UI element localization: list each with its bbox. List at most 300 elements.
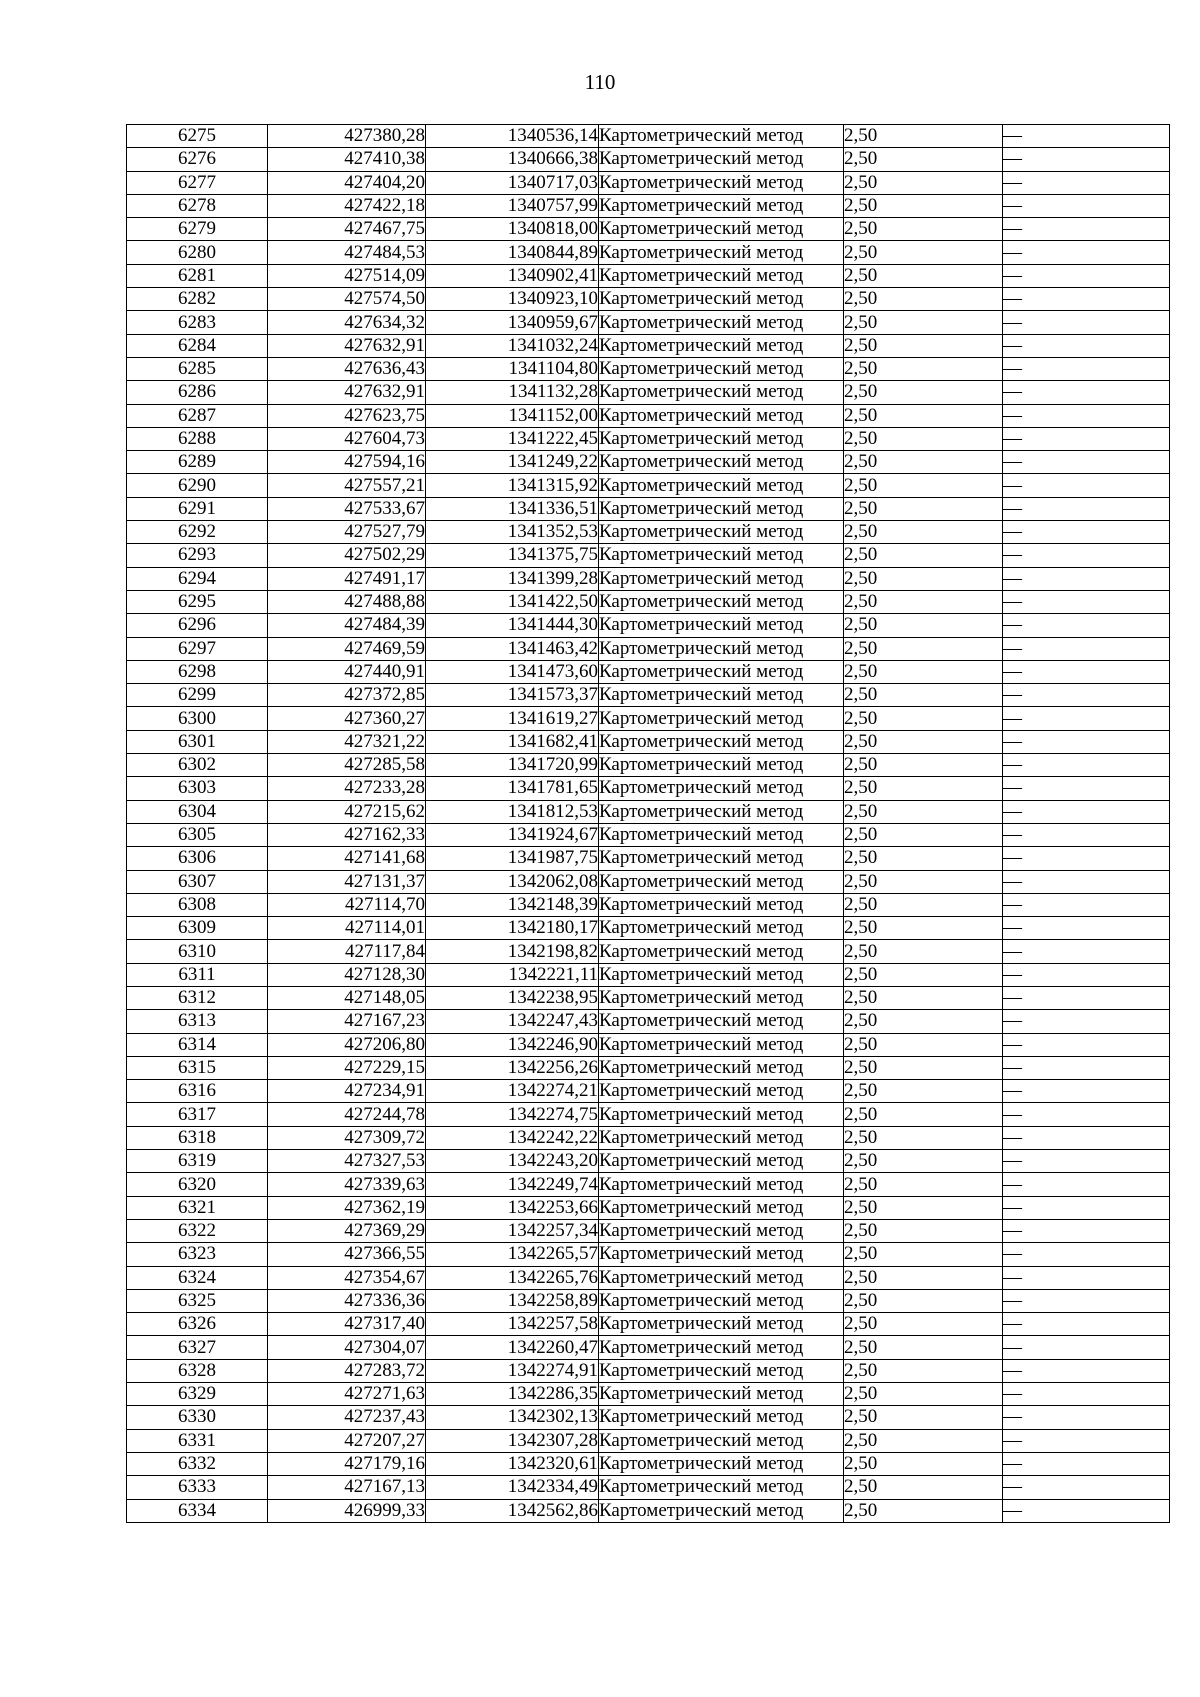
x-coordinate-cell: 427362,19 <box>268 1196 426 1219</box>
note-cell: — <box>1003 1126 1170 1149</box>
point-number-cell: 6328 <box>127 1359 268 1382</box>
method-cell: Картометрический метод <box>599 1383 844 1406</box>
error-cell: 2,50 <box>844 1150 1003 1173</box>
point-number-cell: 6281 <box>127 264 268 287</box>
y-coordinate-cell: 1340717,03 <box>426 171 599 194</box>
note-cell: — <box>1003 544 1170 567</box>
method-cell: Картометрический метод <box>599 1336 844 1359</box>
note-cell: — <box>1003 614 1170 637</box>
note-cell: — <box>1003 1289 1170 1312</box>
table-row <box>127 1033 1170 1056</box>
x-coordinate-cell: 427167,23 <box>268 1010 426 1033</box>
y-coordinate-cell: 1340536,14 <box>426 125 599 148</box>
point-number-cell: 6308 <box>127 893 268 916</box>
table-row <box>127 1383 1170 1406</box>
x-coordinate-cell: 427469,59 <box>268 637 426 660</box>
table-row <box>127 917 1170 940</box>
method-cell: Картометрический метод <box>599 684 844 707</box>
point-number-cell: 6285 <box>127 357 268 380</box>
error-cell: 2,50 <box>844 264 1003 287</box>
table-row <box>127 1499 1170 1522</box>
point-number-cell: 6318 <box>127 1126 268 1149</box>
y-coordinate-cell: 1342274,91 <box>426 1359 599 1382</box>
method-cell: Картометрический метод <box>599 1080 844 1103</box>
note-cell: — <box>1003 1033 1170 1056</box>
table-row <box>127 311 1170 334</box>
y-coordinate-cell: 1341473,60 <box>426 660 599 683</box>
note-cell: — <box>1003 1406 1170 1429</box>
table-row <box>127 194 1170 217</box>
note-cell: — <box>1003 288 1170 311</box>
error-cell: 2,50 <box>844 567 1003 590</box>
table-row <box>127 404 1170 427</box>
method-cell: Картометрический метод <box>599 1219 844 1242</box>
method-cell: Картометрический метод <box>599 381 844 404</box>
y-coordinate-cell: 1341399,28 <box>426 567 599 590</box>
point-number-cell: 6319 <box>127 1150 268 1173</box>
table-row <box>127 544 1170 567</box>
x-coordinate-cell: 427533,67 <box>268 497 426 520</box>
table-row <box>127 148 1170 171</box>
note-cell: — <box>1003 334 1170 357</box>
method-cell: Картометрический метод <box>599 777 844 800</box>
point-number-cell: 6293 <box>127 544 268 567</box>
error-cell: 2,50 <box>844 847 1003 870</box>
note-cell: — <box>1003 1359 1170 1382</box>
note-cell: — <box>1003 194 1170 217</box>
table-row <box>127 1266 1170 1289</box>
note-cell: — <box>1003 637 1170 660</box>
method-cell: Картометрический метод <box>599 870 844 893</box>
y-coordinate-cell: 1342062,08 <box>426 870 599 893</box>
method-cell: Картометрический метод <box>599 1359 844 1382</box>
coordinates-table-body <box>127 125 1170 1523</box>
y-coordinate-cell: 1342307,28 <box>426 1429 599 1452</box>
note-cell: — <box>1003 823 1170 846</box>
error-cell: 2,50 <box>844 357 1003 380</box>
y-coordinate-cell: 1341619,27 <box>426 707 599 730</box>
method-cell: Картометрический метод <box>599 917 844 940</box>
point-number-cell: 6282 <box>127 288 268 311</box>
point-number-cell: 6304 <box>127 800 268 823</box>
error-cell: 2,50 <box>844 1383 1003 1406</box>
x-coordinate-cell: 427244,78 <box>268 1103 426 1126</box>
y-coordinate-cell: 1341812,53 <box>426 800 599 823</box>
x-coordinate-cell: 427237,43 <box>268 1406 426 1429</box>
error-cell: 2,50 <box>844 171 1003 194</box>
note-cell: — <box>1003 1173 1170 1196</box>
x-coordinate-cell: 427271,63 <box>268 1383 426 1406</box>
table-row <box>127 707 1170 730</box>
note-cell: — <box>1003 171 1170 194</box>
x-coordinate-cell: 427484,39 <box>268 614 426 637</box>
error-cell: 2,50 <box>844 125 1003 148</box>
table-row <box>127 1406 1170 1429</box>
table-row <box>127 474 1170 497</box>
method-cell: Картометрический метод <box>599 427 844 450</box>
point-number-cell: 6291 <box>127 497 268 520</box>
note-cell: — <box>1003 381 1170 404</box>
error-cell: 2,50 <box>844 1103 1003 1126</box>
table-row <box>127 218 1170 241</box>
y-coordinate-cell: 1341987,75 <box>426 847 599 870</box>
x-coordinate-cell: 427327,53 <box>268 1150 426 1173</box>
y-coordinate-cell: 1342274,75 <box>426 1103 599 1126</box>
point-number-cell: 6307 <box>127 870 268 893</box>
method-cell: Картометрический метод <box>599 637 844 660</box>
note-cell: — <box>1003 590 1170 613</box>
point-number-cell: 6296 <box>127 614 268 637</box>
method-cell: Картометрический метод <box>599 1406 844 1429</box>
error-cell: 2,50 <box>844 194 1003 217</box>
point-number-cell: 6306 <box>127 847 268 870</box>
method-cell: Картометрический метод <box>599 544 844 567</box>
point-number-cell: 6327 <box>127 1336 268 1359</box>
y-coordinate-cell: 1340666,38 <box>426 148 599 171</box>
point-number-cell: 6329 <box>127 1383 268 1406</box>
method-cell: Картометрический метод <box>599 288 844 311</box>
point-number-cell: 6277 <box>127 171 268 194</box>
error-cell: 2,50 <box>844 1056 1003 1079</box>
table-row <box>127 1103 1170 1126</box>
note-cell: — <box>1003 1266 1170 1289</box>
table-row <box>127 1359 1170 1382</box>
note-cell: — <box>1003 1056 1170 1079</box>
note-cell: — <box>1003 754 1170 777</box>
y-coordinate-cell: 1341463,42 <box>426 637 599 660</box>
x-coordinate-cell: 427354,67 <box>268 1266 426 1289</box>
note-cell: — <box>1003 357 1170 380</box>
method-cell: Картометрический метод <box>599 940 844 963</box>
y-coordinate-cell: 1342265,76 <box>426 1266 599 1289</box>
method-cell: Картометрический метод <box>599 1126 844 1149</box>
table-row <box>127 521 1170 544</box>
error-cell: 2,50 <box>844 1289 1003 1312</box>
x-coordinate-cell: 427229,15 <box>268 1056 426 1079</box>
error-cell: 2,50 <box>844 637 1003 660</box>
point-number-cell: 6300 <box>127 707 268 730</box>
error-cell: 2,50 <box>844 777 1003 800</box>
x-coordinate-cell: 427114,01 <box>268 917 426 940</box>
point-number-cell: 6301 <box>127 730 268 753</box>
y-coordinate-cell: 1342286,35 <box>426 1383 599 1406</box>
y-coordinate-cell: 1342180,17 <box>426 917 599 940</box>
note-cell: — <box>1003 660 1170 683</box>
point-number-cell: 6317 <box>127 1103 268 1126</box>
x-coordinate-cell: 427360,27 <box>268 707 426 730</box>
x-coordinate-cell: 427632,91 <box>268 334 426 357</box>
method-cell: Картометрический метод <box>599 754 844 777</box>
x-coordinate-cell: 427179,16 <box>268 1452 426 1475</box>
table-row <box>127 730 1170 753</box>
x-coordinate-cell: 427234,91 <box>268 1080 426 1103</box>
note-cell: — <box>1003 1499 1170 1522</box>
note-cell: — <box>1003 870 1170 893</box>
method-cell: Картометрический метод <box>599 823 844 846</box>
y-coordinate-cell: 1342274,21 <box>426 1080 599 1103</box>
x-coordinate-cell: 427215,62 <box>268 800 426 823</box>
x-coordinate-cell: 427557,21 <box>268 474 426 497</box>
error-cell: 2,50 <box>844 288 1003 311</box>
point-number-cell: 6326 <box>127 1313 268 1336</box>
error-cell: 2,50 <box>844 1243 1003 1266</box>
method-cell: Картометрический метод <box>599 963 844 986</box>
table-row <box>127 1126 1170 1149</box>
table-row <box>127 1313 1170 1336</box>
y-coordinate-cell: 1342260,47 <box>426 1336 599 1359</box>
note-cell: — <box>1003 986 1170 1009</box>
y-coordinate-cell: 1341422,50 <box>426 590 599 613</box>
point-number-cell: 6312 <box>127 986 268 1009</box>
y-coordinate-cell: 1341249,22 <box>426 451 599 474</box>
y-coordinate-cell: 1342265,57 <box>426 1243 599 1266</box>
table-row <box>127 777 1170 800</box>
point-number-cell: 6323 <box>127 1243 268 1266</box>
method-cell: Картометрический метод <box>599 404 844 427</box>
note-cell: — <box>1003 404 1170 427</box>
x-coordinate-cell: 427404,20 <box>268 171 426 194</box>
x-coordinate-cell: 427574,50 <box>268 288 426 311</box>
table-row <box>127 1429 1170 1452</box>
note-cell: — <box>1003 893 1170 916</box>
error-cell: 2,50 <box>844 218 1003 241</box>
point-number-cell: 6276 <box>127 148 268 171</box>
point-number-cell: 6315 <box>127 1056 268 1079</box>
note-cell: — <box>1003 1080 1170 1103</box>
y-coordinate-cell: 1341352,53 <box>426 521 599 544</box>
point-number-cell: 6295 <box>127 590 268 613</box>
table-row <box>127 800 1170 823</box>
y-coordinate-cell: 1342238,95 <box>426 986 599 1009</box>
table-row <box>127 264 1170 287</box>
note-cell: — <box>1003 1336 1170 1359</box>
note-cell: — <box>1003 497 1170 520</box>
y-coordinate-cell: 1342257,58 <box>426 1313 599 1336</box>
table-row <box>127 614 1170 637</box>
coordinates-table <box>126 124 1170 1523</box>
error-cell: 2,50 <box>844 800 1003 823</box>
error-cell: 2,50 <box>844 1173 1003 1196</box>
method-cell: Картометрический метод <box>599 707 844 730</box>
note-cell: — <box>1003 917 1170 940</box>
method-cell: Картометрический метод <box>599 660 844 683</box>
note-cell: — <box>1003 777 1170 800</box>
y-coordinate-cell: 1342258,89 <box>426 1289 599 1312</box>
error-cell: 2,50 <box>844 1499 1003 1522</box>
error-cell: 2,50 <box>844 684 1003 707</box>
error-cell: 2,50 <box>844 986 1003 1009</box>
error-cell: 2,50 <box>844 1010 1003 1033</box>
x-coordinate-cell: 427162,33 <box>268 823 426 846</box>
table-row <box>127 1056 1170 1079</box>
method-cell: Картометрический метод <box>599 357 844 380</box>
x-coordinate-cell: 427128,30 <box>268 963 426 986</box>
note-cell: — <box>1003 684 1170 707</box>
method-cell: Картометрический метод <box>599 264 844 287</box>
method-cell: Картометрический метод <box>599 1010 844 1033</box>
point-number-cell: 6284 <box>127 334 268 357</box>
error-cell: 2,50 <box>844 148 1003 171</box>
y-coordinate-cell: 1341682,41 <box>426 730 599 753</box>
error-cell: 2,50 <box>844 1219 1003 1242</box>
y-coordinate-cell: 1342320,61 <box>426 1452 599 1475</box>
error-cell: 2,50 <box>844 1476 1003 1499</box>
note-cell: — <box>1003 800 1170 823</box>
error-cell: 2,50 <box>844 334 1003 357</box>
y-coordinate-cell: 1341781,65 <box>426 777 599 800</box>
table-row <box>127 1336 1170 1359</box>
point-number-cell: 6324 <box>127 1266 268 1289</box>
method-cell: Картометрический метод <box>599 1173 844 1196</box>
x-coordinate-cell: 427321,22 <box>268 730 426 753</box>
method-cell: Картометрический метод <box>599 1289 844 1312</box>
table-row <box>127 497 1170 520</box>
x-coordinate-cell: 427304,07 <box>268 1336 426 1359</box>
table-row <box>127 567 1170 590</box>
method-cell: Картометрический метод <box>599 1476 844 1499</box>
y-coordinate-cell: 1341573,37 <box>426 684 599 707</box>
error-cell: 2,50 <box>844 917 1003 940</box>
error-cell: 2,50 <box>844 241 1003 264</box>
method-cell: Картометрический метод <box>599 1243 844 1266</box>
table-row <box>127 963 1170 986</box>
x-coordinate-cell: 427372,85 <box>268 684 426 707</box>
error-cell: 2,50 <box>844 963 1003 986</box>
point-number-cell: 6310 <box>127 940 268 963</box>
table-row <box>127 1080 1170 1103</box>
y-coordinate-cell: 1340902,41 <box>426 264 599 287</box>
x-coordinate-cell: 427167,13 <box>268 1476 426 1499</box>
note-cell: — <box>1003 1313 1170 1336</box>
point-number-cell: 6333 <box>127 1476 268 1499</box>
error-cell: 2,50 <box>844 1196 1003 1219</box>
table-row <box>127 940 1170 963</box>
point-number-cell: 6298 <box>127 660 268 683</box>
table-row <box>127 288 1170 311</box>
method-cell: Картометрический метод <box>599 1313 844 1336</box>
method-cell: Картометрический метод <box>599 497 844 520</box>
x-coordinate-cell: 427141,68 <box>268 847 426 870</box>
y-coordinate-cell: 1340757,99 <box>426 194 599 217</box>
y-coordinate-cell: 1341032,24 <box>426 334 599 357</box>
note-cell: — <box>1003 567 1170 590</box>
note-cell: — <box>1003 1150 1170 1173</box>
point-number-cell: 6297 <box>127 637 268 660</box>
table-row <box>127 381 1170 404</box>
error-cell: 2,50 <box>844 451 1003 474</box>
error-cell: 2,50 <box>844 1313 1003 1336</box>
table-row <box>127 1219 1170 1242</box>
error-cell: 2,50 <box>844 427 1003 450</box>
error-cell: 2,50 <box>844 754 1003 777</box>
table-row <box>127 986 1170 1009</box>
error-cell: 2,50 <box>844 940 1003 963</box>
y-coordinate-cell: 1342221,11 <box>426 963 599 986</box>
y-coordinate-cell: 1341375,75 <box>426 544 599 567</box>
y-coordinate-cell: 1341132,28 <box>426 381 599 404</box>
table-row <box>127 1173 1170 1196</box>
error-cell: 2,50 <box>844 1126 1003 1149</box>
note-cell: — <box>1003 847 1170 870</box>
error-cell: 2,50 <box>844 730 1003 753</box>
x-coordinate-cell: 427131,37 <box>268 870 426 893</box>
error-cell: 2,50 <box>844 1406 1003 1429</box>
note-cell: — <box>1003 707 1170 730</box>
note-cell: — <box>1003 125 1170 148</box>
method-cell: Картометрический метод <box>599 148 844 171</box>
table-row <box>127 1476 1170 1499</box>
error-cell: 2,50 <box>844 823 1003 846</box>
method-cell: Картометрический метод <box>599 334 844 357</box>
table-row <box>127 870 1170 893</box>
x-coordinate-cell: 427636,43 <box>268 357 426 380</box>
table-row <box>127 357 1170 380</box>
point-number-cell: 6283 <box>127 311 268 334</box>
table-row <box>127 1452 1170 1475</box>
point-number-cell: 6332 <box>127 1452 268 1475</box>
x-coordinate-cell: 427369,29 <box>268 1219 426 1242</box>
table-row <box>127 660 1170 683</box>
point-number-cell: 6314 <box>127 1033 268 1056</box>
note-cell: — <box>1003 451 1170 474</box>
error-cell: 2,50 <box>844 1452 1003 1475</box>
table-row <box>127 823 1170 846</box>
y-coordinate-cell: 1341336,51 <box>426 497 599 520</box>
error-cell: 2,50 <box>844 381 1003 404</box>
x-coordinate-cell: 426999,33 <box>268 1499 426 1522</box>
x-coordinate-cell: 427634,32 <box>268 311 426 334</box>
point-number-cell: 6299 <box>127 684 268 707</box>
point-number-cell: 6305 <box>127 823 268 846</box>
error-cell: 2,50 <box>844 474 1003 497</box>
y-coordinate-cell: 1342246,90 <box>426 1033 599 1056</box>
note-cell: — <box>1003 148 1170 171</box>
method-cell: Картометрический метод <box>599 521 844 544</box>
method-cell: Картометрический метод <box>599 847 844 870</box>
error-cell: 2,50 <box>844 614 1003 637</box>
point-number-cell: 6331 <box>127 1429 268 1452</box>
x-coordinate-cell: 427206,80 <box>268 1033 426 1056</box>
note-cell: — <box>1003 1196 1170 1219</box>
error-cell: 2,50 <box>844 590 1003 613</box>
method-cell: Картометрический метод <box>599 800 844 823</box>
y-coordinate-cell: 1342302,13 <box>426 1406 599 1429</box>
method-cell: Картометрический метод <box>599 451 844 474</box>
note-cell: — <box>1003 730 1170 753</box>
y-coordinate-cell: 1341104,80 <box>426 357 599 380</box>
method-cell: Картометрический метод <box>599 1266 844 1289</box>
error-cell: 2,50 <box>844 1266 1003 1289</box>
point-number-cell: 6294 <box>127 567 268 590</box>
method-cell: Картометрический метод <box>599 1196 844 1219</box>
point-number-cell: 6288 <box>127 427 268 450</box>
point-number-cell: 6330 <box>127 1406 268 1429</box>
error-cell: 2,50 <box>844 1359 1003 1382</box>
note-cell: — <box>1003 218 1170 241</box>
method-cell: Картометрический метод <box>599 241 844 264</box>
error-cell: 2,50 <box>844 1429 1003 1452</box>
error-cell: 2,50 <box>844 521 1003 544</box>
point-number-cell: 6320 <box>127 1173 268 1196</box>
note-cell: — <box>1003 1452 1170 1475</box>
x-coordinate-cell: 427514,09 <box>268 264 426 287</box>
x-coordinate-cell: 427422,18 <box>268 194 426 217</box>
table-row <box>127 241 1170 264</box>
y-coordinate-cell: 1341315,92 <box>426 474 599 497</box>
table-row <box>127 1196 1170 1219</box>
y-coordinate-cell: 1342257,34 <box>426 1219 599 1242</box>
method-cell: Картометрический метод <box>599 1150 844 1173</box>
